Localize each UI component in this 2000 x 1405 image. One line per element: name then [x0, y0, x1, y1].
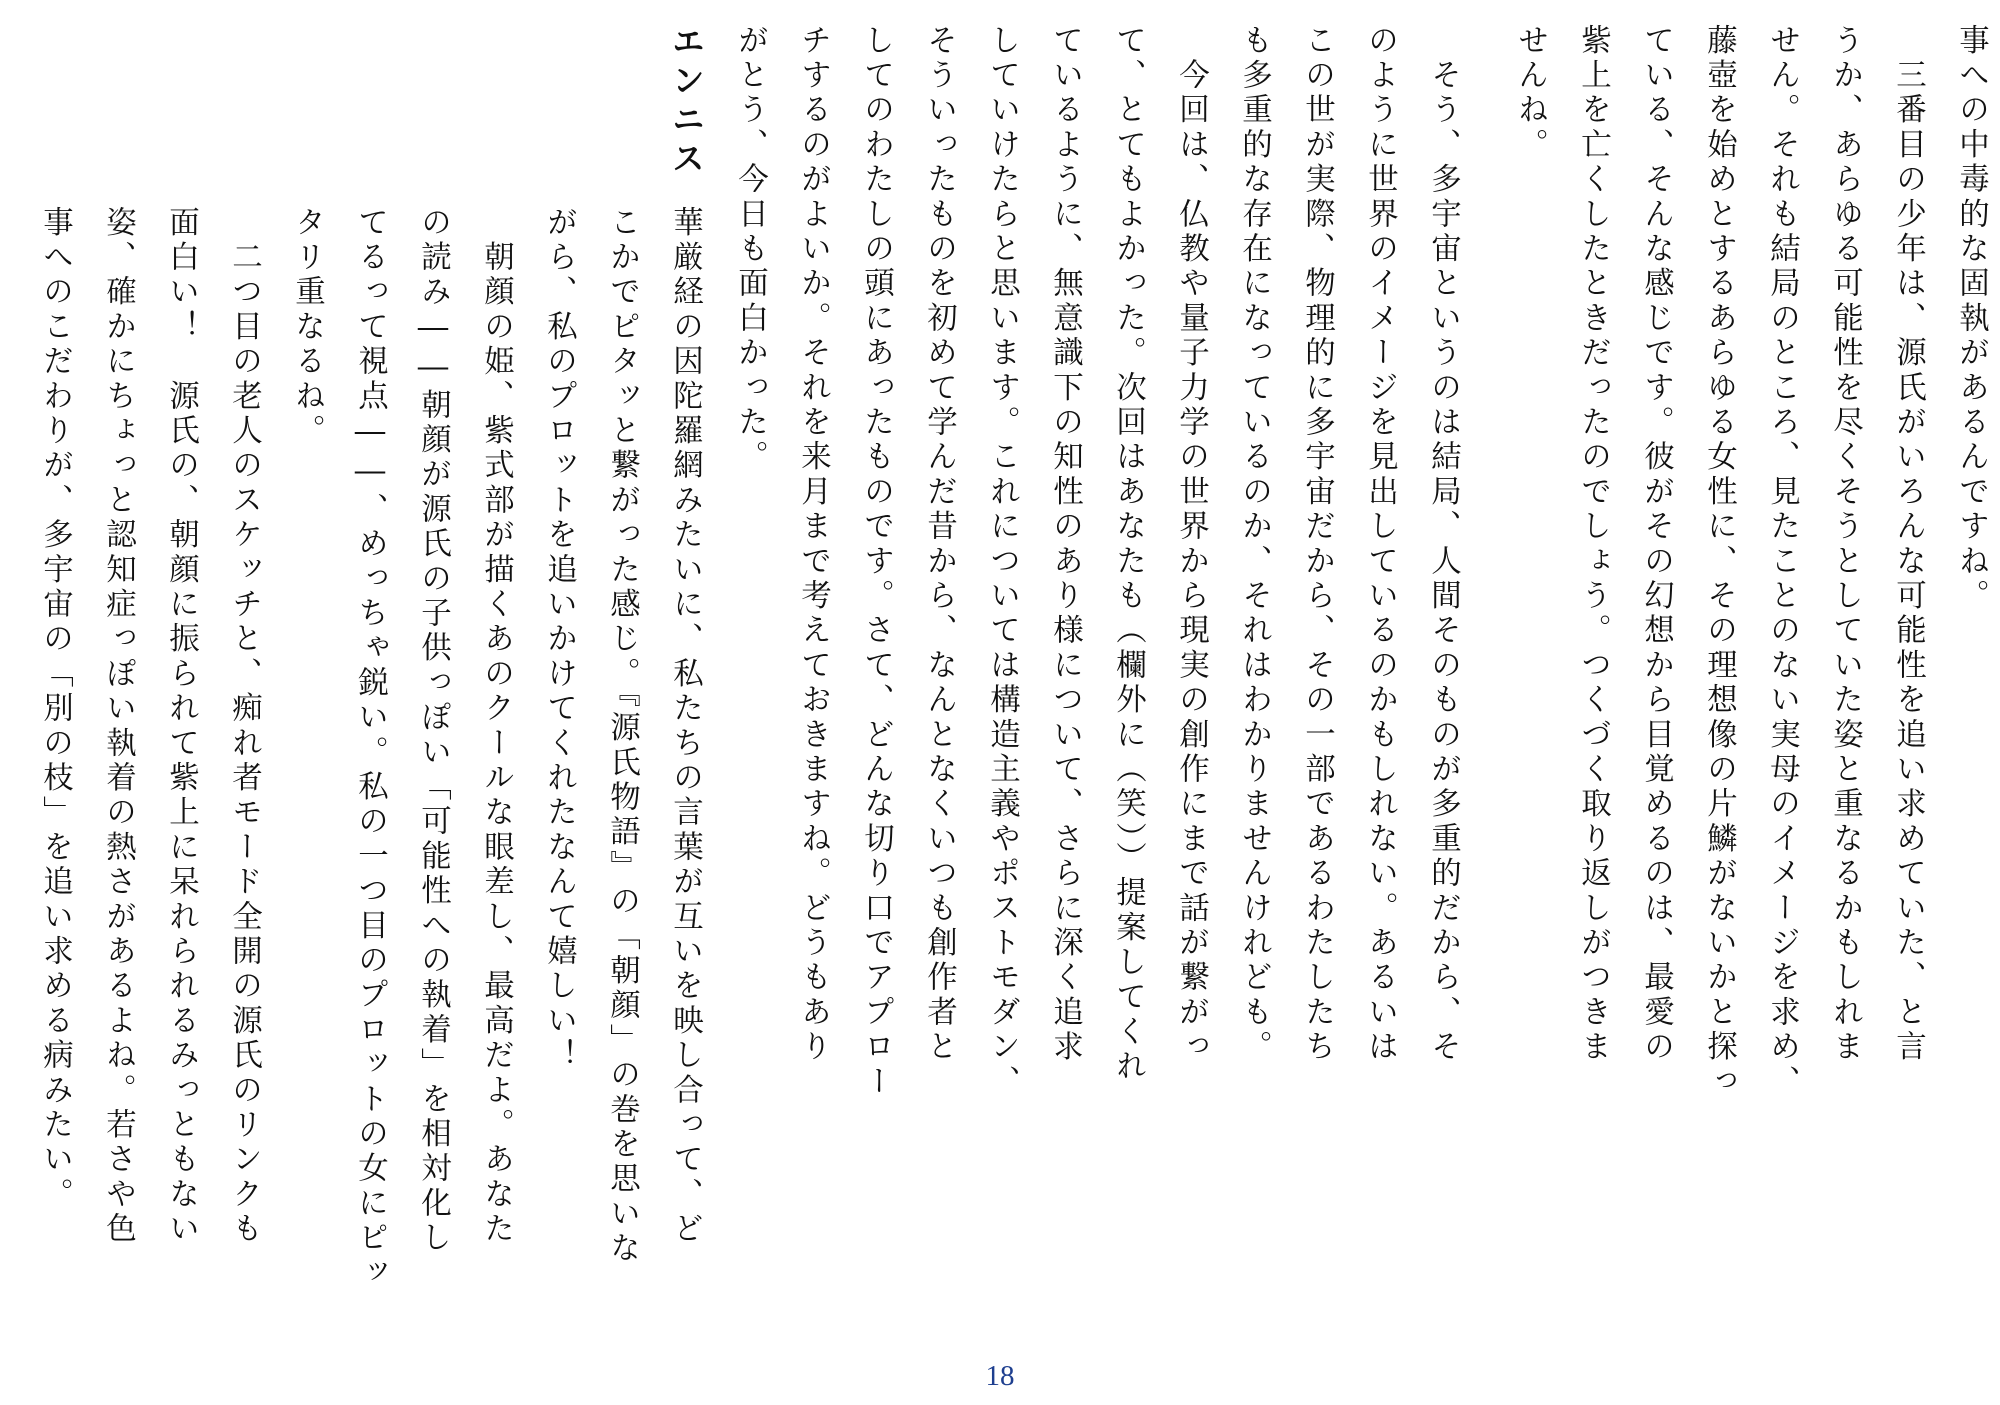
page-number: 18 — [985, 1360, 1015, 1392]
text-column: がら、私のプロットを追いかけてくれたなんて嬉しい！ — [541, 206, 577, 1074]
text-column: 事への中毒的な固執があるんですね。 — [1953, 24, 1989, 614]
text-column: 事へのこだわりが、多宇宙の「別の枝」を追い求める病みたい。 — [37, 206, 73, 1213]
text-column: のように世界のイメージを見出しているのかもしれない。あるいは — [1362, 24, 1398, 1065]
text-column: ている、そんな感じです。彼がその幻想から目覚めるのは、最愛の — [1638, 24, 1674, 1065]
text-column: も多重的な存在になっているのか、それはわかりませんけれども。 — [1236, 24, 1272, 1065]
text-column: の読み――朝顔が源氏の子供っぽい「可能性への執着」を相対化し — [415, 206, 451, 1256]
text-column: 今回は、仏教や量子力学の世界から現実の創作にまで話が繋がっ — [1173, 24, 1209, 1065]
text-column: そういったものを初めて学んだ昔から、なんとなくいつも創作者と — [921, 24, 957, 1065]
text-column: タリ重なるね。 — [289, 206, 325, 449]
text-column: してのわたしの頭にあったものです。さて、どんな切り口でアプロー — [858, 24, 894, 1100]
text-column: そう、多宇宙というのは結局、人間そのものが多重的だから、そ — [1425, 24, 1461, 1065]
text-column: 朝顔の姫、紫式部が描くあのクールな眼差し、最高だよ。あなた — [478, 206, 514, 1247]
text-column: がとう、今日も面白かった。 — [732, 24, 768, 476]
text-column: ているように、無意識下の知性のあり様について、さらに深く追求 — [1047, 24, 1083, 1065]
text-column: うか、あらゆる可能性を尽くそうとしていた姿と重なるかもしれま — [1827, 24, 1863, 1065]
text-column: この世が実際、物理的に多宇宙だから、その一部であるわたしたち — [1299, 24, 1335, 1065]
text-column: せん。それも結局のところ、見たことのない実母のイメージを求め、 — [1764, 24, 1800, 1100]
text-column: 藤壺を始めとするあらゆる女性に、その理想像の片鱗がないかと探っ — [1701, 24, 1737, 1100]
text-column: 二つ目の老人のスケッチと、痴れ者モード全開の源氏のリンクも — [226, 206, 262, 1247]
section-heading: エンニス — [667, 24, 706, 180]
text-column: て、とてもよかった。次回はあなたも（欄外に（笑））提案してくれ — [1110, 24, 1146, 1085]
text-column: せんね。 — [1512, 24, 1548, 163]
text-column: 三番目の少年は、源氏がいろんな可能性を追い求めていた、と言 — [1890, 24, 1926, 1065]
text-column: 紫上を亡くしたときだったのでしょう。つくづく取り返しがつきま — [1575, 24, 1611, 1065]
text-column: チするのがよいか。それを来月まで考えておきますね。どうもあり — [795, 24, 831, 1065]
text-column: こかでピタッと繋がった感じ。『源氏物語』の「朝顔」の巻を思いな — [604, 206, 640, 1267]
text-column: 姿、確かにちょっと認知症っぽい執着の熱さがあるよね。若さや色 — [100, 206, 136, 1247]
text-column: していけたらと思います。これについては構造主義やポストモダン、 — [984, 24, 1020, 1100]
text-column: 面白い！ 源氏の、朝顔に振られて紫上に呆れられるみっともない — [163, 206, 199, 1247]
text-column: 華厳経の因陀羅網みたいに、私たちの言葉が互いを映し合って、ど — [667, 206, 703, 1247]
text-column: てるって視点――、めっちゃ鋭い。私の一つ目のプロットの女にピッ — [352, 206, 388, 1291]
